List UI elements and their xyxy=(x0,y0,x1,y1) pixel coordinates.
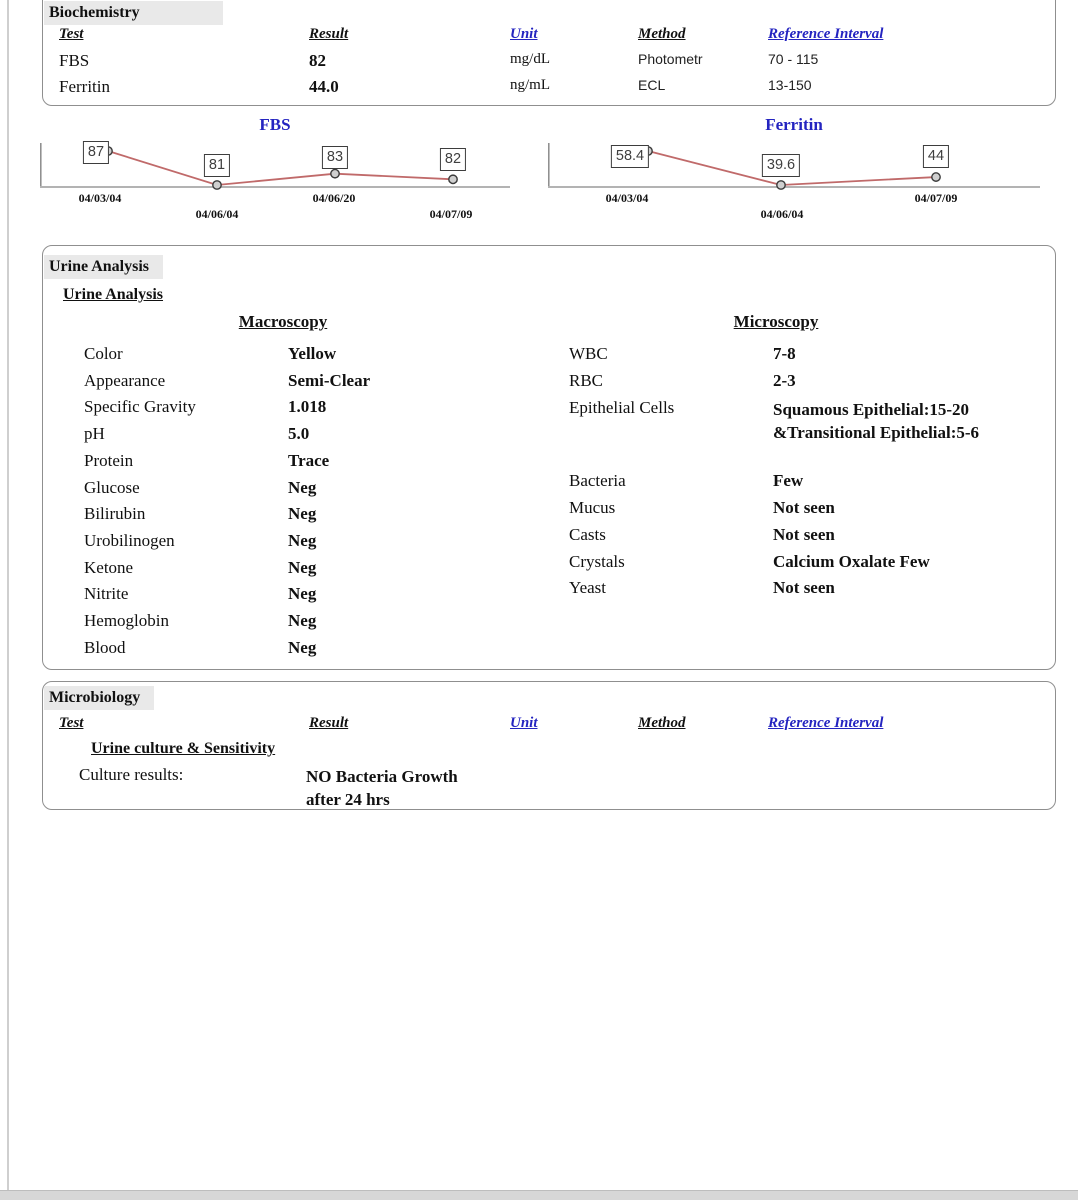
analyte-value: Calcium Oxalate Few xyxy=(773,552,930,571)
analyte-value: Neg xyxy=(288,611,317,630)
biochemistry-section xyxy=(42,0,1056,106)
x-axis-date-label: 04/06/04 xyxy=(195,207,239,221)
microbiology-section xyxy=(42,681,1056,810)
macroscopy-header: Macroscopy xyxy=(238,312,328,331)
analyte-value: 1.018 xyxy=(288,397,327,416)
test-result: 44.0 xyxy=(309,77,339,96)
analyte-label: Specific Gravity xyxy=(84,397,196,416)
biochemistry-header-row xyxy=(43,26,1055,48)
biochemistry-section-header: Biochemistry xyxy=(44,1,223,25)
analyte-label: pH xyxy=(84,424,105,443)
test-name: FBS xyxy=(59,51,90,70)
analyte-value: Neg xyxy=(288,558,317,577)
analyte-value: Neg xyxy=(288,531,317,550)
analyte-label: Crystals xyxy=(569,552,625,571)
analyte-label: Yeast xyxy=(569,578,607,597)
analyte-label: Glucose xyxy=(84,478,140,497)
analyte-value: Yellow xyxy=(288,344,337,363)
table-row xyxy=(43,77,1055,99)
analyte-value: 5.0 xyxy=(288,424,310,443)
analyte-label: Casts xyxy=(569,525,606,544)
test-name: Ferritin xyxy=(59,77,110,96)
data-point-label: 44 xyxy=(923,145,949,168)
analyte-label: Color xyxy=(84,344,123,363)
analyte-value: 7-8 xyxy=(773,344,796,363)
column-header-result: Result xyxy=(309,715,349,731)
analyte-label: Nitrite xyxy=(84,584,129,603)
culture-results-label: Culture results: xyxy=(79,765,184,784)
x-axis-date-label: 04/07/09 xyxy=(914,191,958,205)
x-axis-date-label: 04/03/04 xyxy=(605,191,649,205)
data-point-marker xyxy=(932,173,940,181)
analyte-value: Neg xyxy=(288,504,317,523)
analyte-value: Trace xyxy=(288,451,330,470)
column-header-result: Result xyxy=(309,26,349,42)
analyte-label: WBC xyxy=(569,344,608,363)
chart-title: Ferritin xyxy=(765,115,823,134)
x-axis-date-label: 04/07/09 xyxy=(429,207,473,221)
x-axis-date-label: 04/06/04 xyxy=(760,207,804,221)
data-point-label: 58.4 xyxy=(611,145,649,168)
test-reference: 13-150 xyxy=(768,77,812,93)
x-axis-date-label: 04/06/20 xyxy=(312,191,356,205)
analyte-label: Blood xyxy=(84,638,126,657)
trend-chart-ferritin xyxy=(548,114,1040,226)
data-point-label: 82 xyxy=(440,148,466,171)
column-header-method: Method xyxy=(638,715,686,731)
analyte-value: Few xyxy=(773,471,804,490)
analyte-value: Neg xyxy=(288,478,317,497)
column-header-test: Test xyxy=(59,26,84,42)
column-header-method: Method xyxy=(638,26,686,42)
page-left-edge-line xyxy=(7,0,9,1200)
urine-culture-subsection-title: Urine culture & Sensitivity xyxy=(91,740,276,757)
column-header-unit[interactable]: Unit xyxy=(510,715,538,731)
column-header-test: Test xyxy=(59,715,84,731)
data-point-label: 81 xyxy=(204,154,230,177)
data-point-label: 87 xyxy=(83,141,109,164)
analyte-value: Not seen xyxy=(773,498,835,517)
culture-results-value: NO Bacteria Growth after 24 hrs xyxy=(306,767,458,809)
microscopy-header: Microscopy xyxy=(733,312,819,331)
analyte-label: Protein xyxy=(84,451,134,470)
analyte-label: Bacteria xyxy=(569,471,626,490)
chart-title: FBS xyxy=(259,115,291,134)
test-result: 82 xyxy=(309,51,326,70)
analyte-label: Ketone xyxy=(84,558,134,577)
microbiology-section-header: Microbiology xyxy=(44,686,154,710)
column-header-reference-interval[interactable]: Reference Interval xyxy=(768,26,884,42)
data-point-marker xyxy=(213,181,221,189)
analyte-value: Squamous Epithelial:15-20 &Transitional Epithelial:5-6 xyxy=(773,400,980,442)
analyte-value: 2-3 xyxy=(773,371,796,390)
x-axis-date-label: 04/03/04 xyxy=(78,191,122,205)
urine-analysis-section-header: Urine Analysis xyxy=(44,255,163,279)
analyte-value: Not seen xyxy=(773,578,835,597)
test-reference: 70 - 115 xyxy=(768,51,819,67)
data-point-marker xyxy=(331,169,339,177)
data-point-marker xyxy=(449,175,457,183)
analyte-value: Semi-Clear xyxy=(288,371,371,390)
analyte-label: Hemoglobin xyxy=(84,611,169,630)
analyte-value: Not seen xyxy=(773,525,835,544)
test-method: ECL xyxy=(638,77,666,93)
data-point-label: 83 xyxy=(322,146,348,169)
analyte-label: RBC xyxy=(569,371,604,390)
data-point-label: 39.6 xyxy=(762,154,800,177)
test-method: Photometr xyxy=(638,51,703,67)
urine-analysis-section xyxy=(42,245,1056,670)
analyte-value: Neg xyxy=(288,584,317,603)
data-point-marker xyxy=(777,181,785,189)
analyte-label: Appearance xyxy=(84,371,166,390)
analyte-label: Epithelial Cells xyxy=(569,398,675,417)
test-unit: ng/mL xyxy=(510,77,550,93)
column-header-unit[interactable]: Unit xyxy=(510,26,538,42)
table-row xyxy=(43,51,1055,73)
analyte-label: Mucus xyxy=(569,498,616,517)
microbiology-header-row xyxy=(43,715,1055,737)
test-unit: mg/dL xyxy=(510,51,550,67)
bottom-scrollbar-track[interactable] xyxy=(0,1190,1078,1200)
column-header-reference-interval[interactable]: Reference Interval xyxy=(768,715,884,731)
urine-analysis-subsection-title: Urine Analysis xyxy=(63,286,164,303)
analyte-label: Bilirubin xyxy=(84,504,146,523)
analyte-label: Urobilinogen xyxy=(84,531,175,550)
analyte-value: Neg xyxy=(288,638,317,657)
trend-chart-fbs xyxy=(40,114,510,226)
